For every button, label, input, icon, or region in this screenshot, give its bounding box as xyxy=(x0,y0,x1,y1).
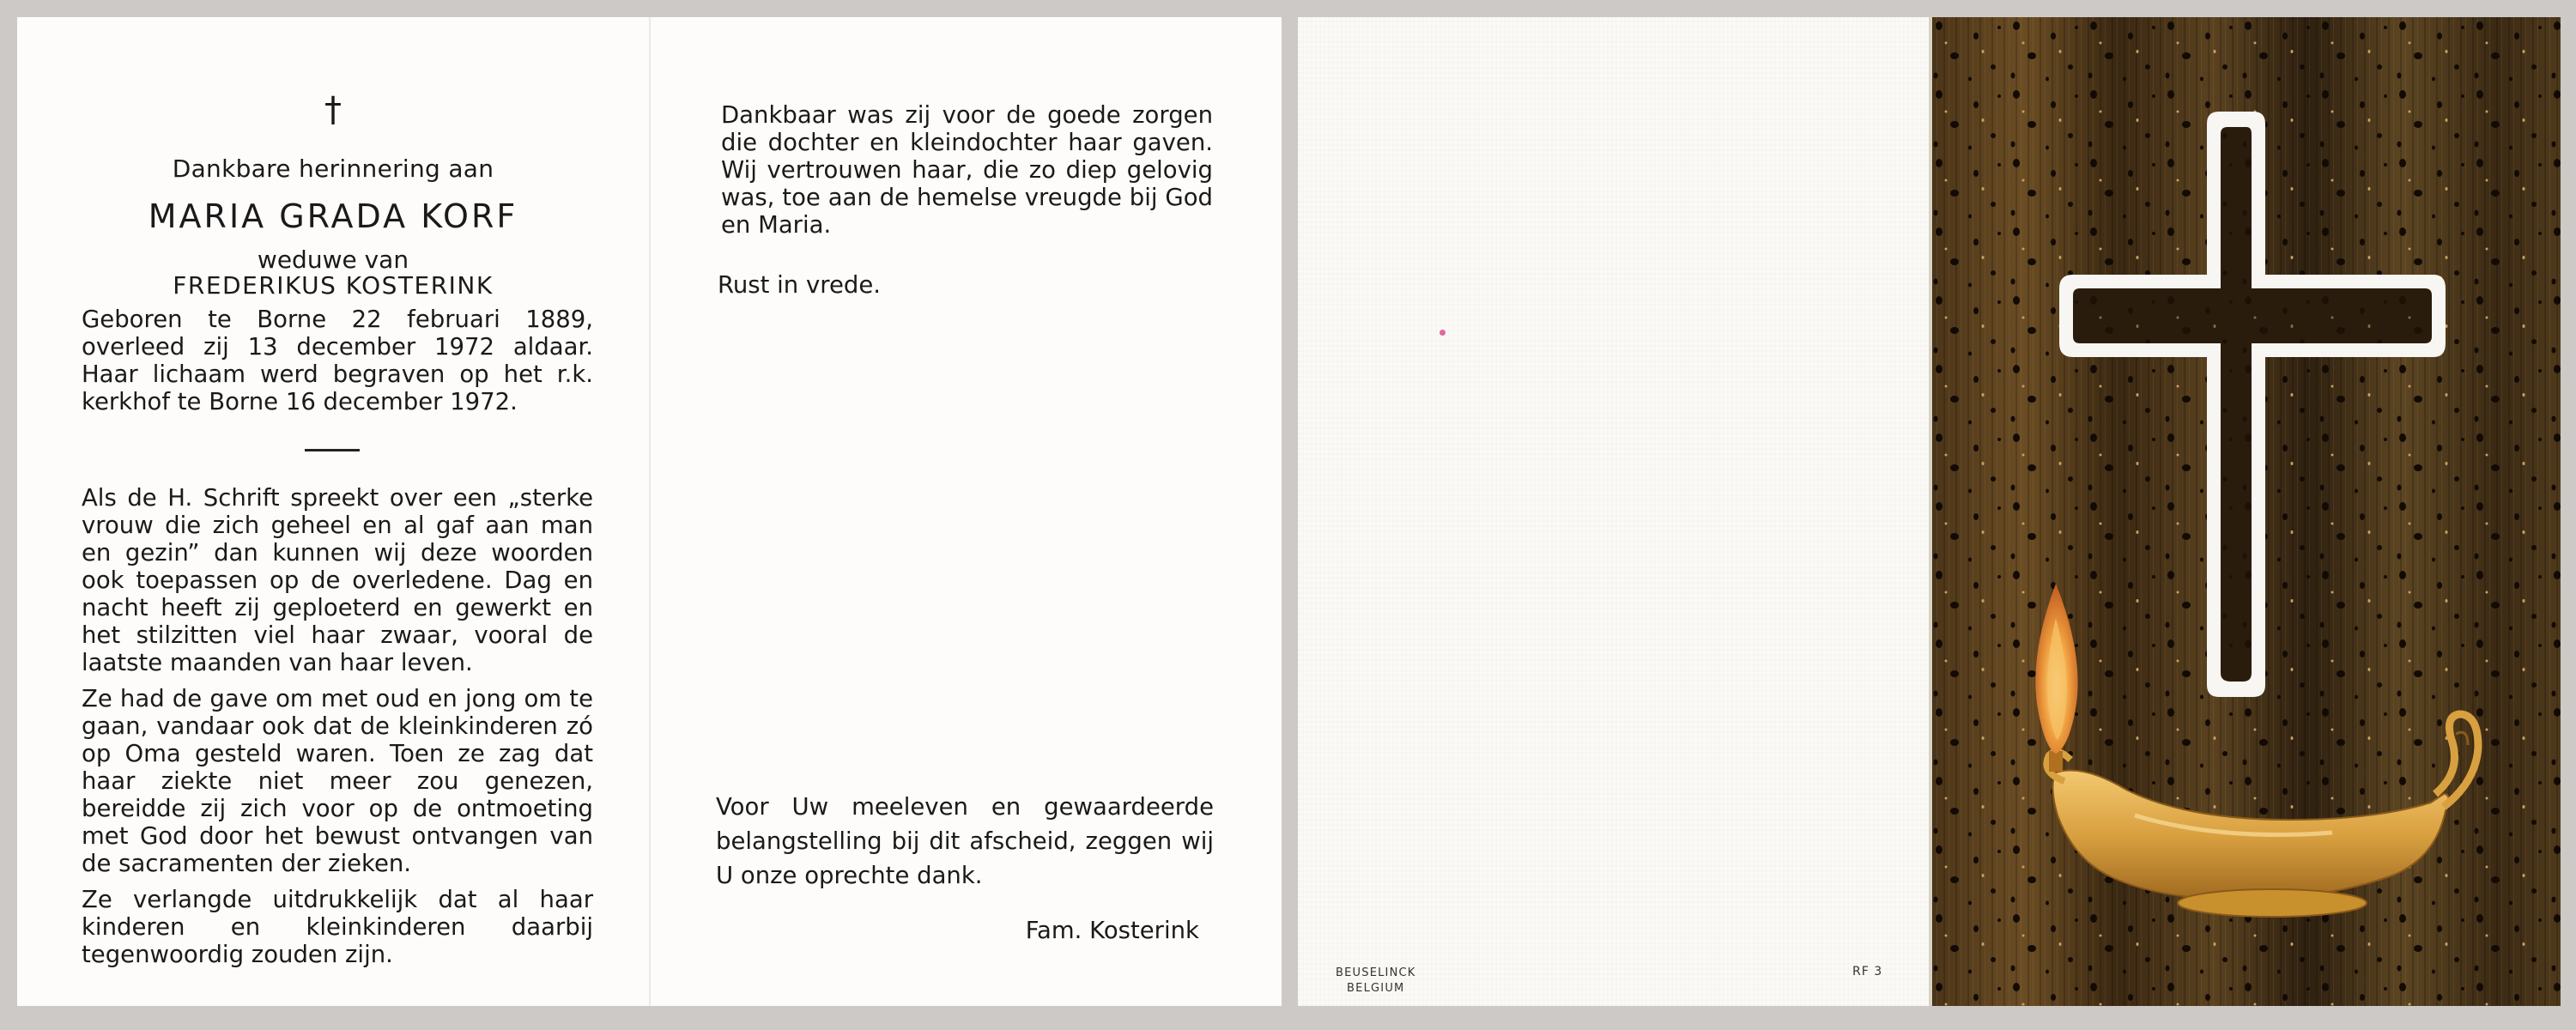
ink-speck xyxy=(1440,330,1446,336)
intro-heading: Dankbare herinnering aan xyxy=(172,154,494,183)
husband-name: FREDERIKUS KOSTERINK xyxy=(173,271,494,300)
gratitude-text xyxy=(721,101,1213,239)
printer-mark xyxy=(1336,966,1416,997)
inside-right-panel xyxy=(651,17,1282,1006)
life-dates-text: Geboren te Borne 22 februari 1889, overleed zij 13 december 1972 aldaar. Haar lichaam werd begraven op het r.k. kerkhof te Borne 16 december 1972. xyxy=(82,306,593,415)
biography-paragraph: Ze had de gave om met oud en jong om te gaan, vandaar ook dat de kleinkinderen zó op Oma gesteld waren. Toen ze zag dat haar ziekte niet meer zou genezen, bereidde zij zich voor op de ontmoeting met God door het bewust ontvangen van de sacramenten der zieken. xyxy=(82,685,593,877)
cross-icon: † xyxy=(324,90,342,130)
biography-paragraph: Ze verlangde uitdrukkelijk dat al haar kinderen en kleinkinderen daarbij tegenwoordig zouden zijn. xyxy=(82,886,593,968)
inside-spread xyxy=(17,17,1282,1006)
life-dates xyxy=(82,306,593,415)
reference-code: RF 3 xyxy=(1852,965,1883,978)
cross-and-oil-lamp-icon xyxy=(1929,17,2561,1006)
printer-country: BELGIUM xyxy=(1347,982,1405,995)
front-panel xyxy=(1929,17,2561,1006)
biography xyxy=(82,484,593,977)
widow-of-label: weduwe van xyxy=(257,245,409,274)
thanks-paragraph: Voor Uw meeleven en gewaardeerde belangstelling bij dit afscheid, zeggen wij U onze oprechte dank. xyxy=(716,793,1214,889)
family-signature: Fam. Kosterink xyxy=(1025,917,1199,944)
divider xyxy=(305,449,360,451)
thanks-text xyxy=(716,790,1214,893)
rest-in-peace: Rust in vrede. xyxy=(718,271,881,299)
gratitude-paragraph: Dankbaar was zij voor de goede zorgen die dochter en kleindochter haar gaven. Wij vertrouwen haar, die zo diep gelovig was, toe aan de hemelse vreugde bij God en Maria. xyxy=(721,101,1213,239)
outside-spread xyxy=(1298,17,2561,1006)
inside-left-panel xyxy=(17,17,651,1006)
deceased-name: MARIA GRADA KORF xyxy=(148,197,518,235)
printer-name: BEUSELINCK xyxy=(1336,966,1416,979)
biography-paragraph: Als de H. Schrift spreekt over een „sterke vrouw die zich geheel en al gaf aan man en gezin” dan kunnen wij deze woorden ook toepassen op de overledene. Dag en nacht heeft zij geploeterd en gewerkt en het stilzitten viel haar zwaar, vooral de laatste maanden van haar leven. xyxy=(82,484,593,676)
back-panel xyxy=(1298,17,1929,1006)
